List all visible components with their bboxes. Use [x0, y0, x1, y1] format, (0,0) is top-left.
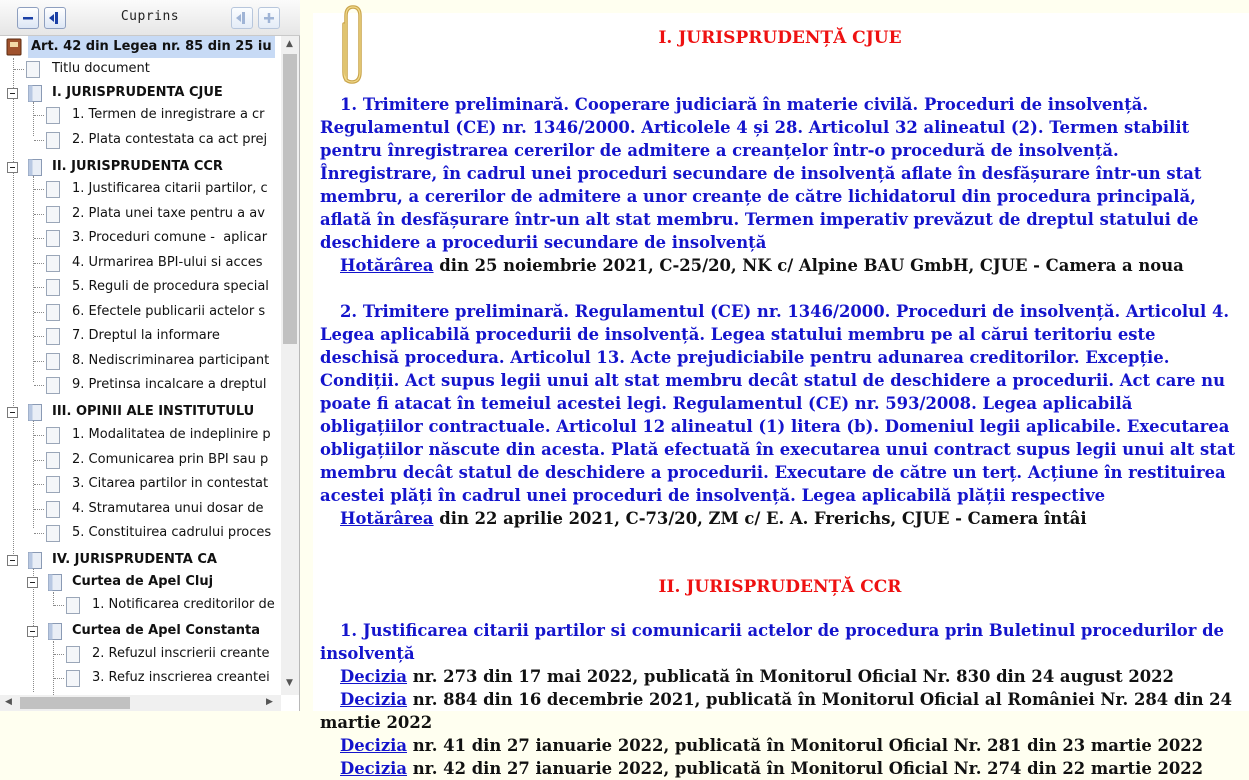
toc-item[interactable]: 5. Constituirea cadrului proces: [0, 522, 281, 544]
collapse-toggle[interactable]: [7, 162, 18, 173]
collapse-toggle[interactable]: [7, 407, 18, 418]
plus-icon: [263, 12, 275, 24]
document-icon: [46, 353, 60, 370]
document-icon: [46, 181, 60, 198]
entry-title: 2. Trimitere preliminară. Regulamentul (CE) nr. 1346/2000. Proceduri de insolvență. Articolul 4. Legea aplicabilă procedurii de insolvență. Legea statului membru pe al cărui teritoriu este deschisă procedura. Articolul 13. Acte prejudiciabile pentru adunarea creditorilor. Excepție. Condiții. Act supus legii unui alt stat membru decât statul de deschidere a procedurii. Act care nu poate fi atacat în temeiul acestei legi. Regulamentul (CE) nr. 593/2008. Legea aplicabilă obligațiilor contractuale. Articolul 12 alineatul (1) litera (b). Domeniul legii aplicabile. Executarea obligațiilor născute din acesta. Plată efectuată în executarea unui contract supus legii unui alt stat membru decât statul de deschidere a procedurii. Executare de către un terț. Acțiune în restituirea acestei plăți în cadrul unei proceduri de insolvență. Legea aplicabilă plății respective: [320, 302, 1236, 505]
document-icon: [46, 255, 60, 272]
toc-item[interactable]: 8. Nediscriminarea participant: [0, 350, 281, 372]
reference-link[interactable]: Decizia: [340, 736, 408, 755]
toc-panel: [0, 0, 300, 711]
expand-all-button[interactable]: [258, 7, 280, 29]
toc-item[interactable]: 9. Pretinsa incalcare a dreptul: [0, 374, 281, 396]
document-icon: [46, 501, 60, 518]
toc-item[interactable]: 3. Refuz inscrierea creantei: [0, 667, 281, 689]
sync-tree-icon-disabled: [235, 11, 249, 25]
toc-item[interactable]: 1. Notificarea creditorilor de: [0, 594, 281, 616]
toc-item[interactable]: 2. Refuzul inscrierii creante: [0, 643, 281, 665]
toc-item[interactable]: 3. Proceduri comune - aplicar: [0, 227, 281, 249]
folder-document-icon: [28, 85, 42, 102]
toc-vertical-scrollbar[interactable]: [281, 36, 299, 695]
folder-document-icon: [48, 623, 62, 640]
toc-item-section-opinii[interactable]: III. OPINII ALE INSTITUTULU: [0, 401, 281, 423]
reference-link[interactable]: Decizia: [340, 690, 408, 709]
collapse-toggle[interactable]: [27, 626, 38, 637]
toc-item-titlu[interactable]: Titlu document: [0, 58, 281, 80]
toc-root-item[interactable]: [0, 36, 281, 58]
toc-item[interactable]: 2. Plata contestata ca act prej: [0, 129, 281, 151]
toc-item[interactable]: 4. Stramutarea unui dosar de: [0, 498, 281, 520]
document-content: [320, 27, 1240, 780]
reference-link[interactable]: Decizia: [340, 667, 408, 686]
document-icon: [66, 597, 80, 614]
document-icon: [46, 452, 60, 469]
entry-reference: Decizia nr. 42 din 27 ianuarie 2022, publicată în Monitorul Oficial Nr. 274 din 22 martie 2022: [340, 759, 1204, 778]
entry-title: 1. Trimitere preliminară. Cooperare judiciară în materie civilă. Proceduri de insolvență. Regulamentul (CE) nr. 1346/2000. Articolele 4 și 28. Articolul 32 alineatul (2). Termen stabilit pentru înregistrarea cererilor de admitere a creanțelor într-o procedură de insolvență. Înregistrare, în cadrul unei proceduri secundare de insolvență aflate în desfășurare într-un stat membru, a cererilor de admitere a unor creanțe de către lichidatorul din procedura principală, aflată în desfășurare într-un alt stat membru. Termen imperativ prevăzut de dreptul statului de deschidere a procedurii secundare de insolvență: [320, 95, 1202, 252]
document-icon: [46, 304, 60, 321]
scroll-left-arrow-icon[interactable]: ◀: [5, 697, 12, 707]
toc-item[interactable]: 1. Modalitatea de indeplinire p: [0, 424, 281, 446]
toc-item-curtea-constanta[interactable]: Curtea de Apel Constanta: [0, 620, 281, 642]
sync-tree-button-alt[interactable]: [231, 7, 253, 29]
document-icon: [66, 670, 80, 687]
toc-item[interactable]: 3. Citarea partilor in contestat: [0, 473, 281, 495]
reference-link[interactable]: Decizia: [340, 759, 408, 778]
reference-link[interactable]: Hotărârea: [340, 256, 434, 275]
entry-reference: Hotărârea din 22 aprilie 2021, C-73/20, ZM c/ E. A. Frerichs, CJUE - Camera întâi: [340, 509, 1087, 528]
document-icon: [26, 61, 40, 78]
toc-item[interactable]: 2. Comunicarea prin BPI sau p: [0, 449, 281, 471]
reference-link[interactable]: Hotărârea: [340, 509, 434, 528]
entry-title: 1. Justificarea citarii partilor si comunicarii actelor de procedura prin Buletinul procedurilor de insolvență: [320, 621, 1224, 663]
book-icon: [6, 38, 22, 56]
folder-document-icon: [28, 404, 42, 421]
toc-root-label: Art. 42 din Legea nr. 85 din 25 iu: [28, 36, 275, 58]
collapse-toggle[interactable]: [7, 555, 18, 566]
section-heading-ccr: II. JURISPRUDENȚĂ CCR: [658, 577, 902, 597]
scroll-down-arrow-icon[interactable]: ▼: [286, 678, 293, 688]
toc-item[interactable]: 4. Urmarirea BPI-ului si acces: [0, 252, 281, 274]
toc-item[interactable]: 6. Efectele publicarii actelor s: [0, 301, 281, 323]
minus-icon: [22, 12, 34, 24]
toc-item[interactable]: 1. Termen de inregistrare a cr: [0, 104, 281, 126]
folder-document-icon: [28, 159, 42, 176]
document-icon: [46, 427, 60, 444]
scroll-up-arrow-icon[interactable]: ▲: [286, 39, 293, 49]
toc-item-section-ccr[interactable]: II. JURISPRUDENTA CCR: [0, 156, 281, 178]
scroll-thumb[interactable]: [283, 54, 297, 344]
toc-item[interactable]: 1. Justificarea citarii partilor, c: [0, 178, 281, 200]
toc-title: Cuprins: [120, 9, 180, 24]
toc-item[interactable]: 5. Reguli de procedura special: [0, 276, 281, 298]
section-heading-cjue: I. JURISPRUDENȚĂ CJUE: [658, 28, 902, 48]
document-icon: [46, 107, 60, 124]
document-icon: [46, 377, 60, 394]
folder-document-icon: [28, 552, 42, 569]
toc-toolbar: [0, 0, 300, 36]
collapse-toggle[interactable]: [7, 88, 18, 99]
entry-reference: Decizia nr. 884 din 16 decembrie 2021, publicată în Monitorul Oficial al României Nr. 284 din 24 martie 2022: [320, 690, 1232, 732]
document-icon: [46, 525, 60, 542]
document-icon: [46, 206, 60, 223]
document-icon: [66, 646, 80, 663]
document-icon: [46, 328, 60, 345]
document-icon: [46, 476, 60, 493]
document-icon: [46, 132, 60, 149]
entry-reference: Decizia nr. 41 din 27 ianuarie 2022, publicată în Monitorul Oficial Nr. 281 din 23 martie 2022: [340, 736, 1204, 755]
collapse-all-button[interactable]: [17, 7, 39, 29]
entry-reference: Decizia nr. 273 din 17 mai 2022, publicată în Monitorul Oficial Nr. 830 din 24 august 2022: [340, 667, 1174, 686]
toc-item-curtea-cluj[interactable]: Curtea de Apel Cluj: [0, 571, 281, 593]
scroll-thumb[interactable]: [20, 697, 130, 709]
toc-tree: [0, 36, 281, 695]
document-icon: [46, 230, 60, 247]
scroll-right-arrow-icon[interactable]: ▶: [266, 697, 273, 707]
toc-item-section-cjue[interactable]: I. JURISPRUDENTA CJUE: [0, 82, 281, 104]
document-icon: [46, 279, 60, 296]
entry-reference: Hotărârea din 25 noiembrie 2021, C-25/20, NK c/ Alpine BAU GmbH, CJUE - Camera a noua: [340, 256, 1184, 275]
collapse-toggle[interactable]: [27, 577, 38, 588]
toc-horizontal-scrollbar[interactable]: [0, 695, 281, 711]
folder-document-icon: [48, 574, 62, 591]
toc-item[interactable]: 7. Dreptul la informare: [0, 325, 281, 347]
document-view: [300, 0, 1249, 778]
toc-item[interactable]: 2. Plata unei taxe pentru a av: [0, 203, 281, 225]
toc-item-section-ca[interactable]: IV. JURISPRUDENTA CA: [0, 549, 281, 571]
